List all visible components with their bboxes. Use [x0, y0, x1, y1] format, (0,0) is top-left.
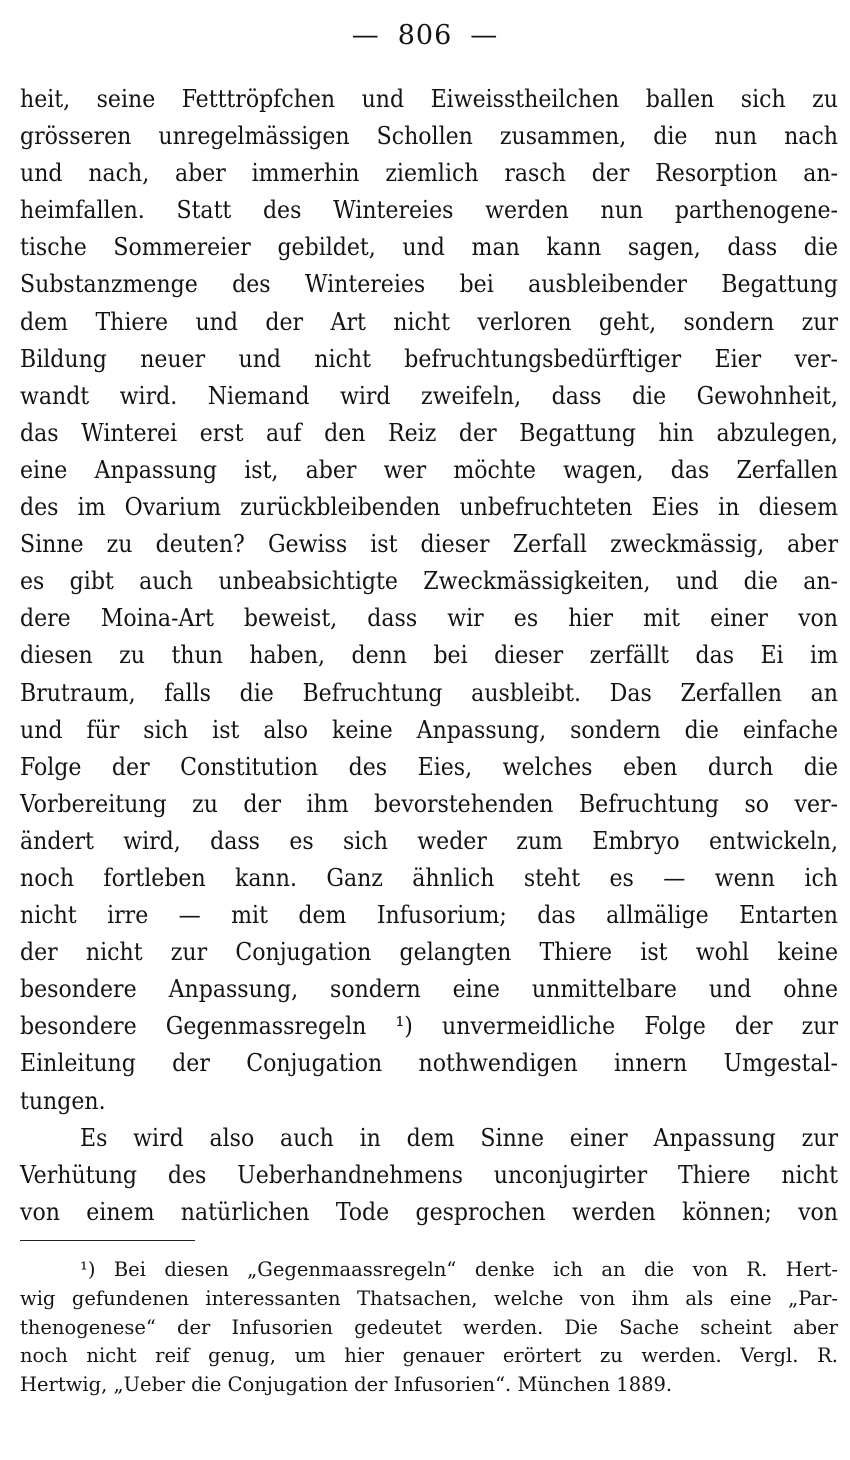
footnote-line: Hertwig, „Ueber die Conjugation der Infusorien“. München 1889.	[20, 1373, 673, 1397]
text-line: besondere Anpassung, sondern eine unmittelbare und ohne	[20, 974, 838, 1004]
text-line: heit, seine Fetttröpfchen und Eiweisstheilchen ballen sich zu	[20, 84, 838, 113]
text-line: Bildung neuer und nicht befruchtungsbedürftiger Eier ver-	[20, 343, 838, 373]
footnote-line: ¹) Bei diesen „Gegenmaassregeln“ denke ich an die von R. Hert-	[80, 1258, 838, 1281]
text-line: Substanzmenge des Wintereies bei ausbleibender Begattung	[20, 269, 838, 299]
text-line: des im Ovarium zurückbleibenden unbefruchteten Eies in diesem	[20, 492, 838, 522]
footnotes	[20, 1256, 838, 1400]
text-line: Brutraum, falls die Befruchtung ausbleibt. Das Zerfallen an	[20, 677, 838, 707]
text-line: wandt wird. Niemand wird zweifeln, dass die Gewohnheit,	[20, 380, 838, 410]
text-line: ändert wird, dass es sich weder zum Embryo entwickeln,	[20, 825, 838, 855]
text-line: tische Sommereier gebildet, und man kann sagen, dass die	[20, 232, 838, 262]
text-line: eine Anpassung ist, aber wer möchte wagen, das Zerfallen	[20, 454, 838, 484]
text-line: Es wird also auch in dem Sinne einer Anpassung zur	[80, 1122, 838, 1152]
text-line: Folge der Constitution des Eies, welches eben durch die	[20, 751, 838, 781]
text-line: es gibt auch unbeabsichtigte Zweckmässigkeiten, und die an-	[20, 566, 838, 596]
header-dash-right: —	[470, 20, 499, 51]
text-line: grösseren unregelmässigen Schollen zusammen, die nun nach	[20, 121, 838, 151]
text-line: heimfallen. Statt des Wintereies werden nun parthenogene-	[20, 195, 838, 225]
footnote-line: wig gefundenen interessanten Thatsachen, welche von ihm als eine „Par-	[20, 1286, 838, 1310]
text-line: tungen.	[20, 1085, 106, 1115]
text-line: Sinne zu deuten? Gewiss ist dieser Zerfall zweckmässig, aber	[20, 529, 838, 559]
text-line: und für sich ist also keine Anpassung, sondern die einfache	[20, 714, 838, 744]
text-line: und nach, aber immerhin ziemlich rasch der Resorption an-	[20, 158, 838, 188]
footnote-line: thenogenese“ der Infusorien gedeutet werden. Die Sache scheint aber	[20, 1315, 838, 1339]
text-line: der nicht zur Conjugation gelangten Thiere ist wohl keine	[20, 937, 838, 967]
text-line: diesen zu thun haben, denn bei dieser zerfällt das Ei im	[20, 640, 838, 670]
body-text	[20, 80, 838, 1230]
text-line: noch fortleben kann. Ganz ähnlich steht es — wenn ich	[20, 862, 838, 892]
footnote-divider	[20, 1240, 195, 1241]
text-line: Vorbereitung zu der ihm bevorstehenden Befruchtung so ver-	[20, 788, 838, 818]
page-number: 806	[397, 20, 453, 51]
text-line: das Winterei erst auf den Reiz der Begattung hin abzulegen,	[20, 417, 838, 447]
text-line: nicht irre — mit dem Infusorium; das allmälige Entarten	[20, 900, 838, 930]
text-line: Verhütung des Ueberhandnehmens unconjugirter Thiere nicht	[20, 1159, 838, 1189]
page-header	[0, 20, 850, 51]
header-dash-left: —	[351, 20, 380, 51]
text-line: von einem natürlichen Tode gesprochen werden können; von	[20, 1196, 838, 1226]
footnote-line: noch nicht reif genug, um hier genauer erörtert zu werden. Vergl. R.	[20, 1344, 838, 1368]
text-line: Einleitung der Conjugation nothwendigen innern Umgestal-	[20, 1048, 838, 1078]
text-line: besondere Gegenmassregeln ¹) unvermeidliche Folge der zur	[20, 1011, 838, 1041]
text-line: dem Thiere und der Art nicht verloren geht, sondern zur	[20, 306, 838, 336]
text-line: dere Moina-Art beweist, dass wir es hier mit einer von	[20, 603, 838, 633]
